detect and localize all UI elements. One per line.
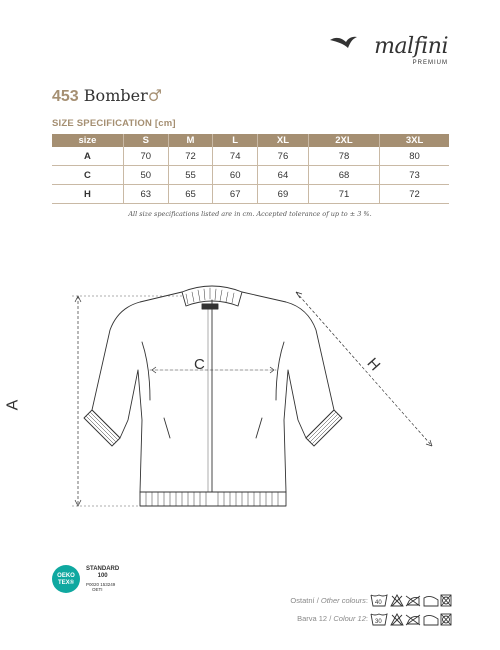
dimension-c-label: C xyxy=(194,356,205,373)
table-cell: 67 xyxy=(213,185,258,204)
table-cell: 72 xyxy=(168,147,213,166)
table-cell: 69 xyxy=(258,185,309,204)
jacket-drawing xyxy=(0,270,500,530)
brand-sub: PREMIUM xyxy=(412,60,448,66)
standard-id-line: OETI xyxy=(92,587,103,592)
care-label-cz: Barva 12 xyxy=(297,614,328,623)
table-cell: H xyxy=(52,185,123,204)
table-cell: 70 xyxy=(123,147,168,166)
table-header: M xyxy=(168,134,213,147)
brand-name: malfini xyxy=(374,34,448,59)
table-cell: 64 xyxy=(258,166,309,185)
size-table xyxy=(52,134,449,204)
table-cell: A xyxy=(52,147,123,166)
male-symbol-icon: ♂ xyxy=(147,86,163,105)
table-row xyxy=(52,147,449,166)
iron-icon xyxy=(406,596,420,606)
badge-line: OEKO xyxy=(57,573,75,579)
dimension-a-label: A xyxy=(4,399,22,411)
oeko-tex-badge xyxy=(52,565,80,593)
table-cell: 80 xyxy=(380,147,449,166)
table-cell: 50 xyxy=(123,166,168,185)
no-tumble-dry-icon xyxy=(441,595,451,606)
badge-line: TEX® xyxy=(57,580,75,586)
table-row xyxy=(52,185,449,204)
care-label-cz: Ostatní xyxy=(290,596,315,605)
table-cell: 72 xyxy=(380,185,449,204)
table-cell: C xyxy=(52,166,123,185)
table-header: XL xyxy=(258,134,309,147)
care-row-label: Ostatní / Other colours: xyxy=(290,596,368,605)
care-row-label: Barva 12 / Colour 12: xyxy=(297,614,368,623)
dimension-h-label: H xyxy=(363,354,384,375)
table-header: 2XL xyxy=(308,134,379,147)
table-cell: 55 xyxy=(168,166,213,185)
table-header: L xyxy=(213,134,258,147)
table-cell: 65 xyxy=(168,185,213,204)
table-header: size xyxy=(52,134,123,147)
standard-id-line: P0020 153249 xyxy=(86,582,116,587)
product-title xyxy=(52,86,162,106)
brand-logo xyxy=(328,30,448,70)
table-header: S xyxy=(123,134,168,147)
wash-temp: 40 xyxy=(375,600,382,606)
care-label-en: Other colours xyxy=(320,596,366,605)
standard-label: STANDARD xyxy=(86,566,120,572)
standard-title xyxy=(86,566,119,580)
standard-id xyxy=(86,582,115,592)
no-bleach-icon xyxy=(391,595,403,606)
table-header-row xyxy=(52,134,449,147)
section-title: SIZE SPECIFICATION [cm] xyxy=(52,118,176,129)
table-cell: 76 xyxy=(258,147,309,166)
table-header: 3XL xyxy=(380,134,449,147)
table-row xyxy=(52,166,449,185)
table-cell: 78 xyxy=(308,147,379,166)
table-cell: 63 xyxy=(123,185,168,204)
table-cell: 74 xyxy=(213,147,258,166)
table-cell: 71 xyxy=(308,185,379,204)
bird-logo-icon xyxy=(328,34,358,52)
care-symbols xyxy=(370,592,452,628)
table-cell: 73 xyxy=(380,166,449,185)
product-code: 453 xyxy=(52,88,79,105)
table-cell: 60 xyxy=(213,166,258,185)
table-cell: 68 xyxy=(308,166,379,185)
dry-clean-icon xyxy=(424,596,438,606)
tolerance-note: All size specifications listed are in cm. Accepted tolerance of up to ± 3 %. xyxy=(128,210,372,218)
wash-temp: 30 xyxy=(375,619,382,625)
product-name: Bomber xyxy=(83,86,148,105)
care-label-en: Colour 12 xyxy=(333,614,366,623)
standard-number: 100 xyxy=(97,573,108,579)
